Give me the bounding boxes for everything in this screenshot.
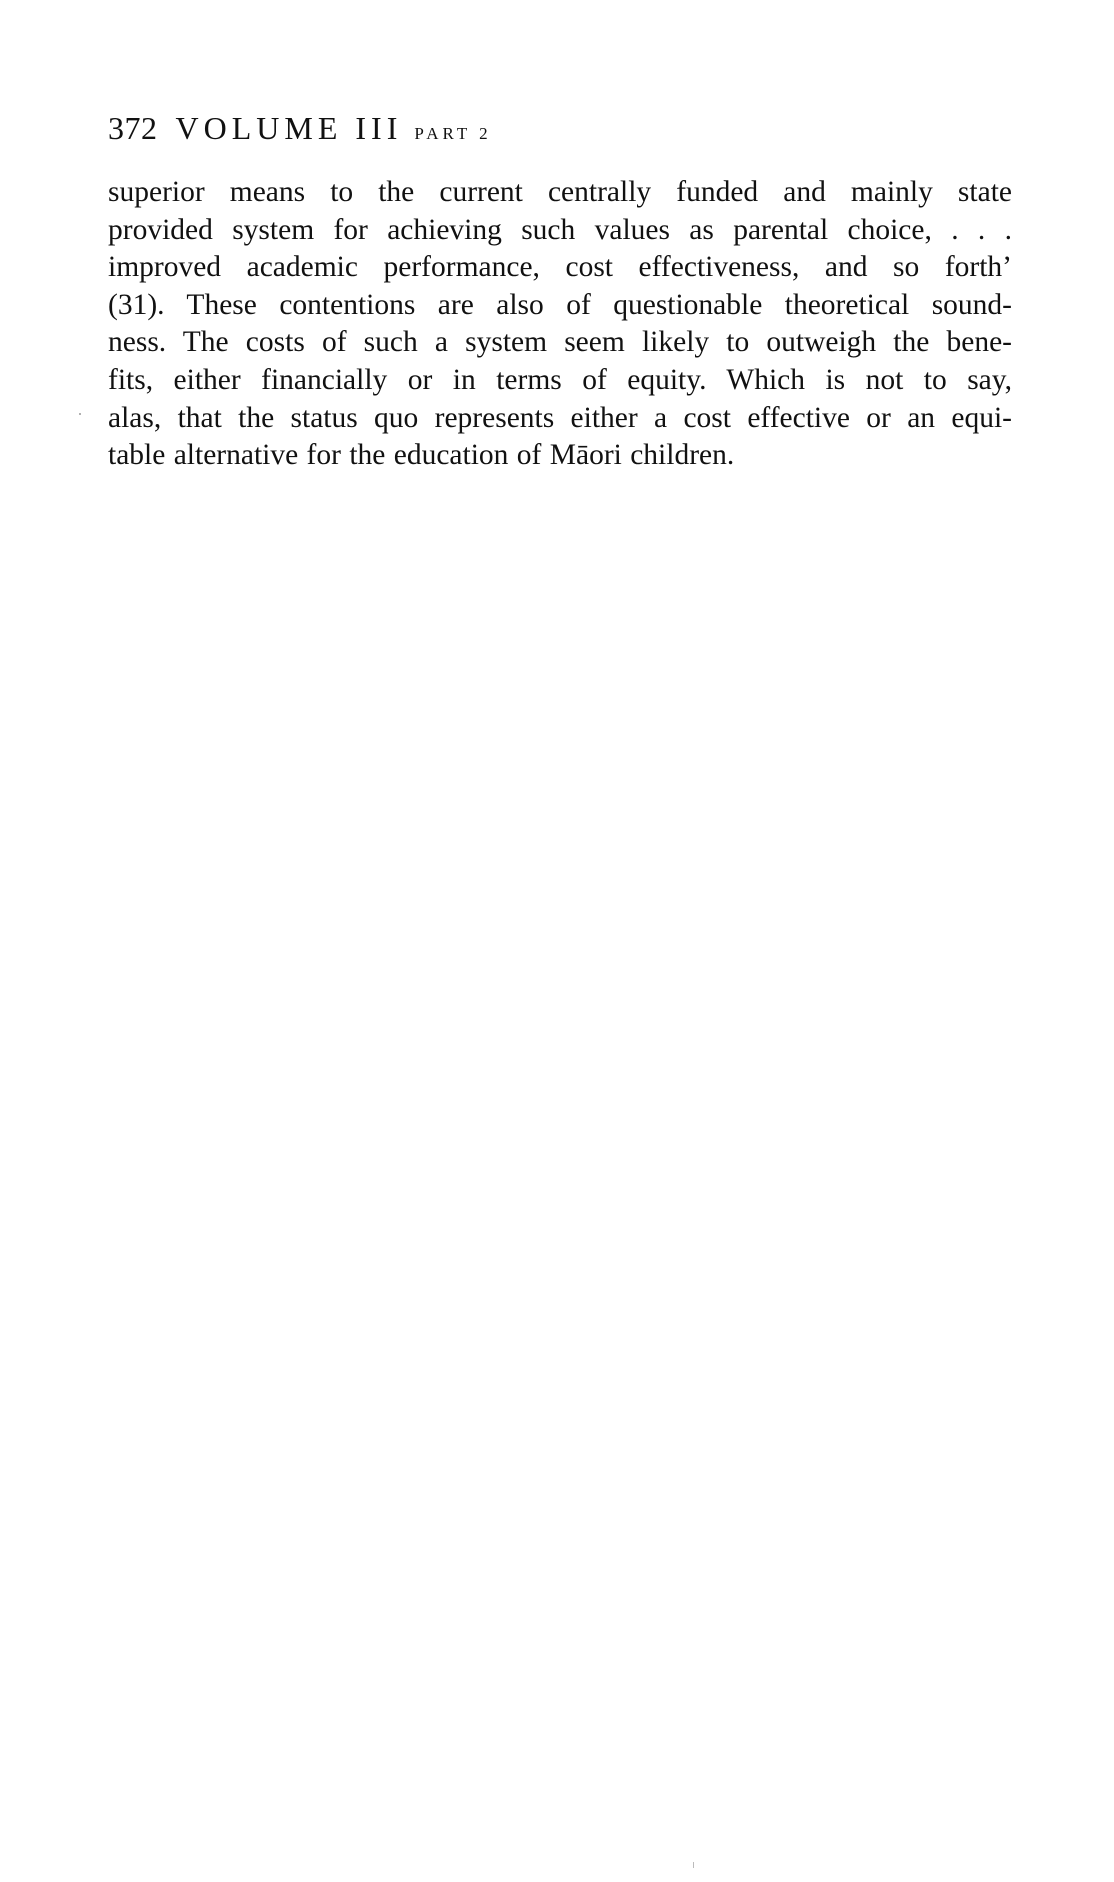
page-number: 372 xyxy=(108,110,158,146)
text-line: fits, either financially or in terms of equity. Which is not to say, xyxy=(108,363,1012,396)
margin-speck xyxy=(79,413,81,415)
text-line: superior means to the current centrally funded and mainly state xyxy=(108,176,1012,208)
volume-label: VOLUME III xyxy=(175,110,403,146)
text-line: provided system for achieving such values as parental choice, . . . xyxy=(108,213,1012,246)
bottom-speck xyxy=(693,1862,694,1868)
part-label: PART 2 xyxy=(414,124,492,143)
text-line: table alternative for the education of Māori children. xyxy=(108,439,735,472)
text-line: alas, that the status quo represents either a cost effective or an equi- xyxy=(108,401,1012,434)
text-line: (31). These contentions are also of questionable theoretical sound- xyxy=(108,288,1012,321)
running-head xyxy=(108,108,492,154)
body-paragraph xyxy=(108,174,1012,475)
text-line: ness. The costs of such a system seem likely to outweigh the bene- xyxy=(108,326,1012,359)
text-line: improved academic performance, cost effectiveness, and so forth’ xyxy=(108,251,1012,284)
